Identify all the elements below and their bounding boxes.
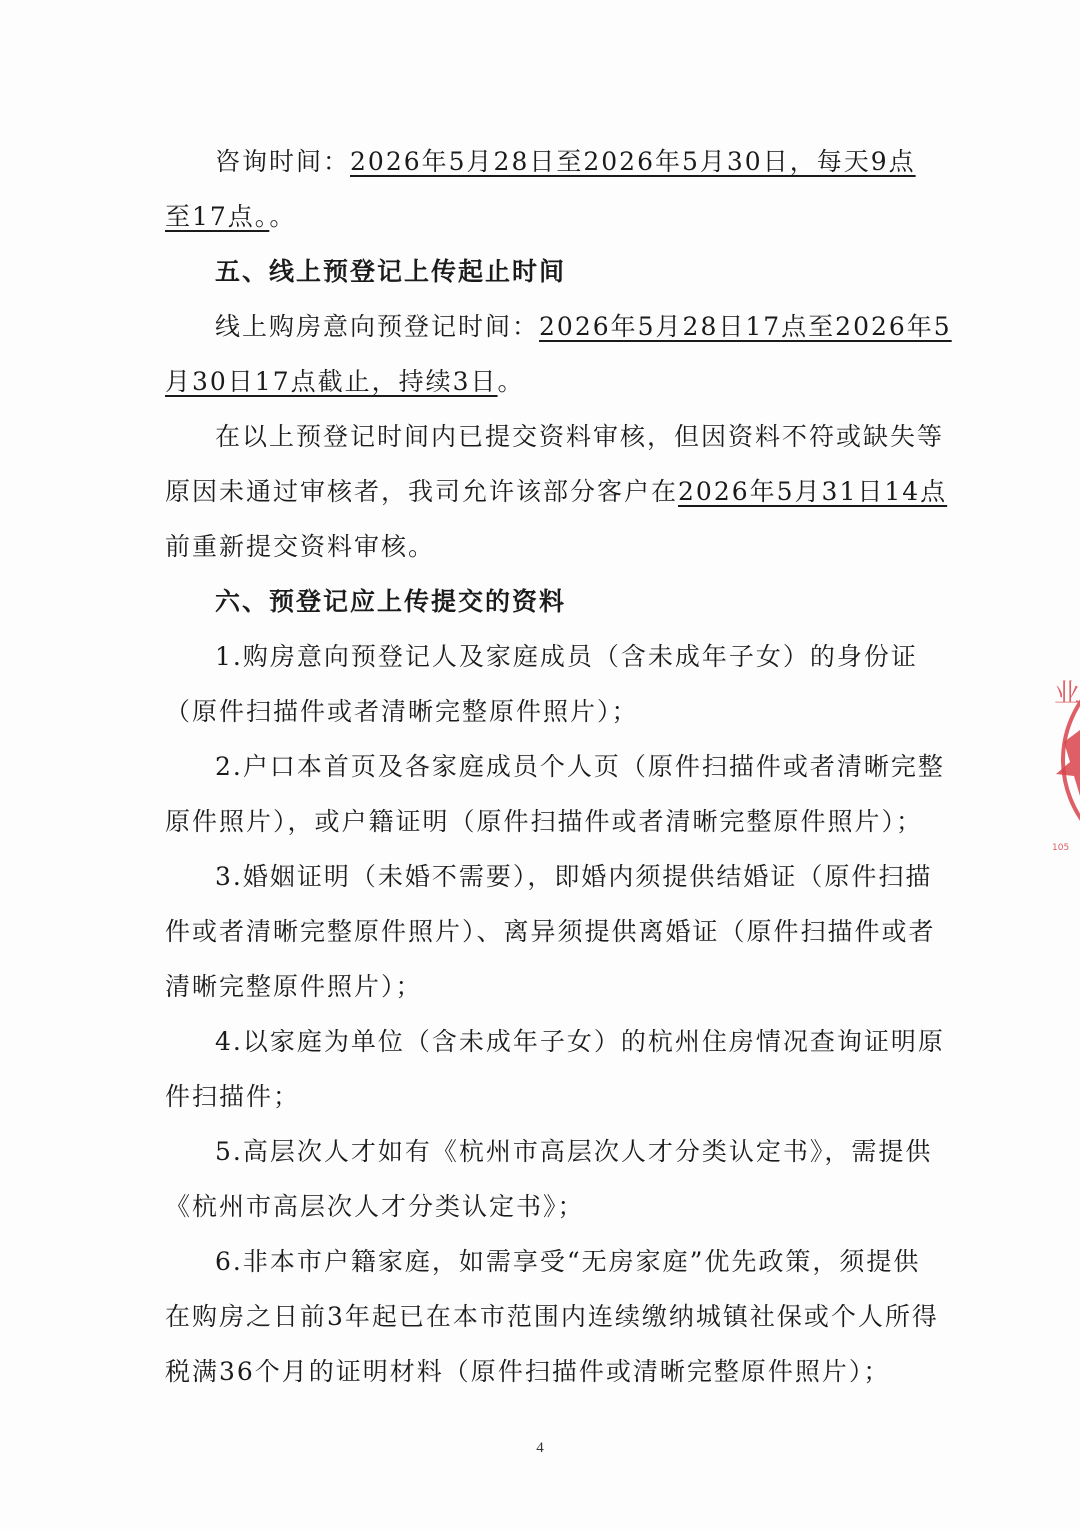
- section-5-heading: 五、线上预登记上传起止时间: [215, 257, 567, 286]
- item-3-line-3: 清晰完整原件照片）；: [165, 972, 423, 1001]
- resubmit-prefix: 原因未通过审核者，我司允许该部分客户在: [165, 477, 679, 506]
- section-5-line-1: [215, 310, 952, 344]
- section-5-para2-line-3: 前重新提交资料审核。: [165, 532, 436, 561]
- item-6-line-3: 税满36个月的证明材料（原件扫描件或清晰完整原件照片）；: [165, 1357, 891, 1386]
- section-5-line-2: [165, 365, 913, 399]
- item-1-line-2: （原件扫描件或者清晰完整原件照片）；: [165, 697, 639, 726]
- consult-line-1: [215, 145, 916, 179]
- prereg-tail: 。: [497, 367, 525, 396]
- item-6-line-1: 6.非本市户籍家庭，如需享受“无房家庭”优先政策，须提供: [215, 1247, 921, 1276]
- prereg-time-value-cont: 月30日17点截止，持续3日: [165, 367, 498, 396]
- item-6-line-2: 在购房之日前3年起已在本市范围内连续缴纳城镇社保或个人所得: [165, 1302, 939, 1331]
- section-5-para2-line-2: [165, 475, 948, 509]
- prereg-time-value: 2026年5月28日17点至2026年5: [539, 312, 952, 341]
- seal-fragment-text: 业: [1054, 679, 1080, 709]
- item-3-line-1: 3.婚姻证明（未婚不需要），即婚内须提供结婚证（原件扫描: [215, 862, 933, 891]
- item-5-line-2: 《杭州市高层次人才分类认定书》；: [165, 1192, 585, 1221]
- item-5-line-1: 5.高层次人才如有《杭州市高层次人才分类认定书》，需提供: [215, 1137, 933, 1166]
- item-3-line-2: 件或者清晰完整原件照片）、离异须提供离婚证（原件扫描件或者: [165, 917, 936, 946]
- item-2-line-2: 原件照片），或户籍证明（原件扫描件或者清晰完整原件照片）；: [165, 807, 924, 836]
- item-4-line-1: 4.以家庭为单位（含未成年子女）的杭州住房情况查询证明原: [215, 1027, 945, 1056]
- prereg-label: 线上购房意向预登记时间：: [215, 312, 540, 341]
- consult-time-value: 2026年5月28日至2026年5月30日，每天9点: [350, 147, 916, 176]
- item-2-line-1: 2.户口本首页及各家庭成员个人页（原件扫描件或者清晰完整: [215, 752, 945, 781]
- resubmit-deadline: 2026年5月31日14点: [678, 477, 948, 506]
- consult-line-2: [165, 200, 913, 234]
- seal-fragment-number: 105: [1052, 843, 1070, 853]
- section-6-heading: 六、预登记应上传提交的资料: [215, 587, 567, 616]
- item-4-line-2: 件扫描件；: [165, 1082, 301, 1111]
- consult-time-value-cont: 至17点。: [165, 202, 270, 231]
- section-5-para2-line-1: 在以上预登记时间内已提交资料审核，但因资料不符或缺失等: [215, 422, 945, 451]
- consult-tail: 。: [269, 202, 297, 231]
- consult-label: 咨询时间：: [215, 147, 351, 176]
- page-number: 4: [536, 1440, 544, 1456]
- seal-stamp-icon: [1050, 650, 1080, 870]
- item-1-line-1: 1.购房意向预登记人及家庭成员（含未成年子女）的身份证: [215, 642, 918, 671]
- seal-stamp: [1050, 650, 1080, 870]
